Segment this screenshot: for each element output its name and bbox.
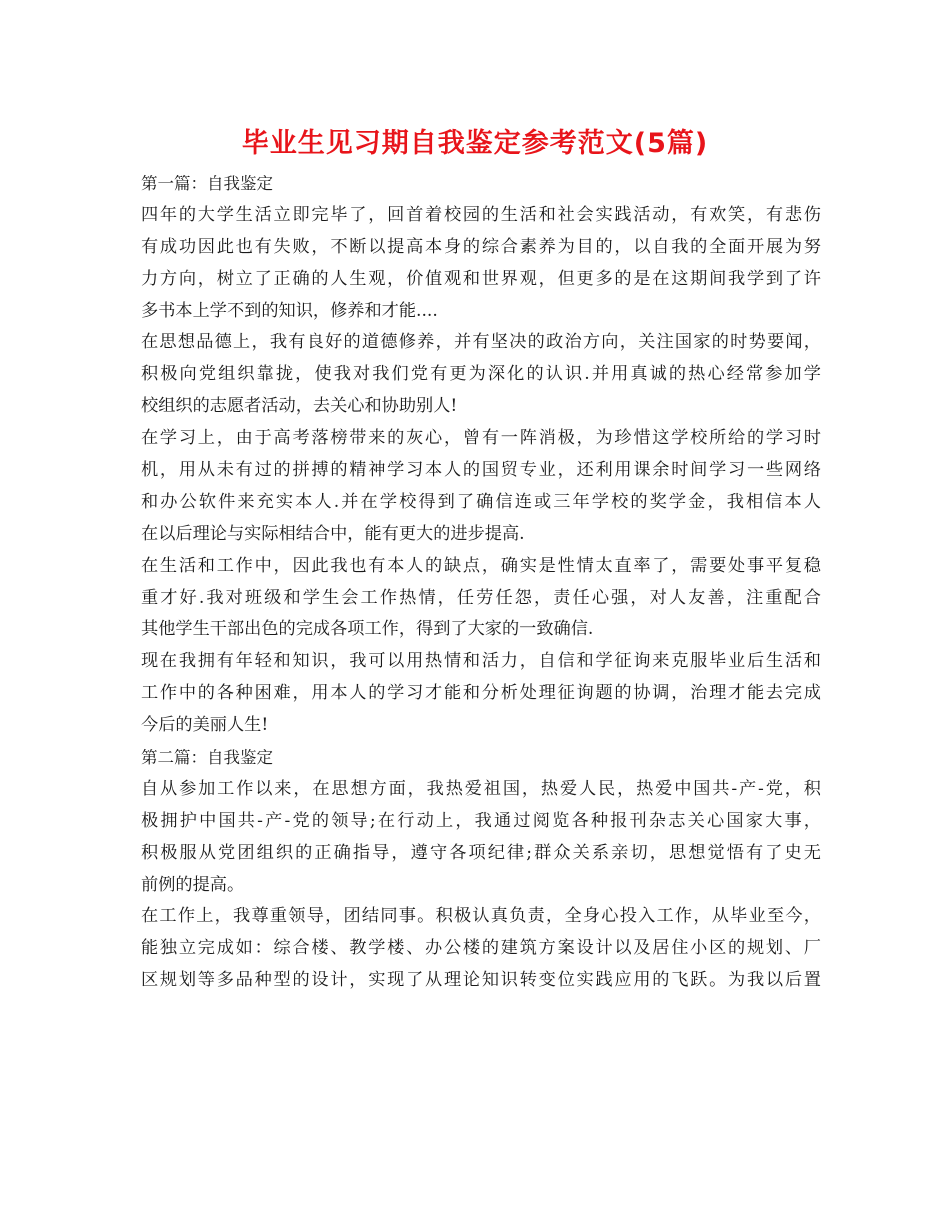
paragraph-line: 在生活和工作中，因此我也有本人的缺点，确实是性情太直率了，需要处事平复稳: [141, 555, 821, 576]
paragraph-line: 机，用从未有过的拼搏的精神学习本人的国贸专业，还利用课余时间学习一些网络: [141, 460, 821, 481]
paragraph-line: 和办公软件来充实本人.并在学校得到了确信连或三年学校的奖学金，我相信本人: [141, 491, 821, 512]
paragraph-line: 其他学生干部出色的完成各项工作，得到了大家的一致确信.: [141, 619, 594, 640]
paragraph-line: 自从参加工作以来，在思想方面，我热爱祖国，热爱人民，热爱中国共-产-党，积: [141, 778, 821, 799]
paragraph-line: 在以后理论与实际相结合中，能有更大的进步提高.: [141, 523, 525, 544]
paragraph-line: 多书本上学不到的知识，修养和才能....: [141, 300, 438, 321]
paragraph-line: 有成功因此也有失败，不断以提高本身的综合素养为目的，以自我的全面开展为努: [141, 236, 821, 257]
paragraph-line: 在工作上，我尊重领导，团结同事。积极认真负责，全身心投入工作，从毕业至今，: [141, 906, 821, 927]
paragraph-line: 前例的提高。: [141, 874, 245, 895]
paragraph-line: 极拥护中国共-产-党的领导;在行动上，我通过阅览各种报刊杂志关心国家大事，: [141, 810, 821, 831]
paragraph-line: 四年的大学生活立即完毕了，回首着校园的生活和社会实践活动，有欢笑，有悲伤: [141, 204, 821, 225]
paragraph-line: 在思想品德上，我有良好的道德修养，并有坚决的政治方向，关注国家的时势要闻，: [141, 332, 821, 353]
paragraph-line: 积极向党组织靠拢，使我对我们党有更为深化的认识.并用真诚的热心经常参加学: [141, 364, 821, 385]
paragraph-line: 力方向，树立了正确的人生观，价值观和世界观，但更多的是在这期间我学到了许: [141, 268, 821, 289]
paragraph-line: 区规划等多品种型的设计，实现了从理论知识转变位实践应用的飞跃。为我以后置: [141, 970, 821, 991]
paragraph-line: 今后的美丽人生!: [141, 715, 269, 736]
paragraph-line: 在学习上，由于高考落榜带来的灰心，曾有一阵消极，为珍惜这学校所给的学习时: [141, 428, 821, 449]
paragraph-line: 工作中的各种困难，用本人的学习才能和分析处理征询题的协调，治理才能去完成: [141, 683, 821, 704]
document-title: 毕业生见习期自我鉴定参考范文(5篇): [241, 128, 709, 159]
paragraph-line: 校组织的志愿者活动，去关心和协助别人!: [141, 396, 458, 417]
paragraph-line: 积极服从党团组织的正确指导，遵守各项纪律;群众关系亲切，思想觉悟有了史无: [141, 842, 821, 863]
section-heading: 第二篇：自我鉴定: [141, 748, 273, 768]
paragraph-line: 现在我拥有年轻和知识，我可以用热情和活力，自信和学征询来克服毕业后生活和: [141, 651, 821, 672]
section-heading: 第一篇：自我鉴定: [141, 174, 273, 193]
document-body: [141, 168, 821, 997]
paragraph-line: 能独立完成如：综合楼、教学楼、办公楼的建筑方案设计以及居住小区的规划、厂: [141, 938, 821, 959]
paragraph-line: 重才好.我对班级和学生会工作热情，任劳任怨，责任心强，对人友善，注重配合: [141, 587, 821, 608]
